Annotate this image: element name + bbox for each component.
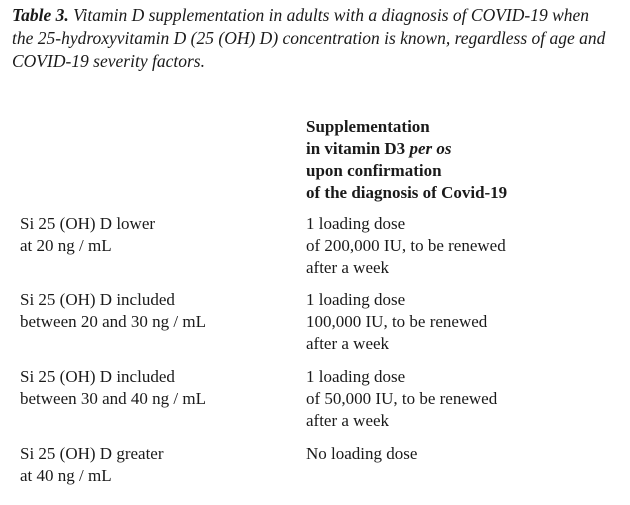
header-line	[306, 138, 616, 160]
header-line-italic: per os	[409, 139, 452, 158]
supplementation-line: after a week	[306, 411, 390, 430]
condition-line: at 40 ng / mL	[20, 466, 112, 485]
caption-label: Table 3.	[12, 5, 69, 25]
condition-cell	[20, 443, 290, 487]
condition-cell	[20, 213, 290, 257]
condition-line: between 30 and 40 ng / mL	[20, 389, 207, 408]
condition-line: between 20 and 30 ng / mL	[20, 312, 207, 331]
header-line: of the diagnosis of Covid-19	[306, 183, 508, 202]
supplementation-cell	[306, 289, 616, 355]
supplementation-line: 1 loading dose	[306, 290, 406, 309]
supplementation-line: of 200,000 IU, to be renewed	[306, 236, 506, 255]
supplementation-line: after a week	[306, 334, 390, 353]
condition-line: Si 25 (OH) D lower	[20, 214, 156, 233]
condition-cell	[20, 366, 290, 410]
supplementation-cell	[306, 443, 616, 465]
column-header-supplementation	[306, 116, 616, 204]
supplementation-line: 1 loading dose	[306, 367, 406, 386]
supplementation-line: 100,000 IU, to be renewed	[306, 312, 488, 331]
condition-line: Si 25 (OH) D greater	[20, 444, 164, 463]
supplementation-line: after a week	[306, 258, 390, 277]
condition-line: Si 25 (OH) D included	[20, 290, 175, 309]
caption-text: Vitamin D supplementation in adults with a diagnosis of COVID-19 when the 25-hydroxyvitamin D (25 (OH) D) concentration is known, regardless of age and COVID-19 severity factors.	[12, 5, 606, 71]
condition-line: Si 25 (OH) D included	[20, 367, 175, 386]
supplementation-cell	[306, 213, 616, 279]
header-line-prefix: in vitamin D3	[306, 139, 410, 158]
condition-cell	[20, 289, 290, 333]
header-line: Supplementation	[306, 117, 430, 136]
condition-line: at 20 ng / mL	[20, 236, 112, 255]
supplementation-line: No loading dose	[306, 444, 418, 463]
supplementation-line: of 50,000 IU, to be renewed	[306, 389, 498, 408]
table-caption	[12, 4, 612, 73]
header-line: upon confirmation	[306, 161, 442, 180]
supplementation-line: 1 loading dose	[306, 214, 406, 233]
supplementation-cell	[306, 366, 616, 432]
